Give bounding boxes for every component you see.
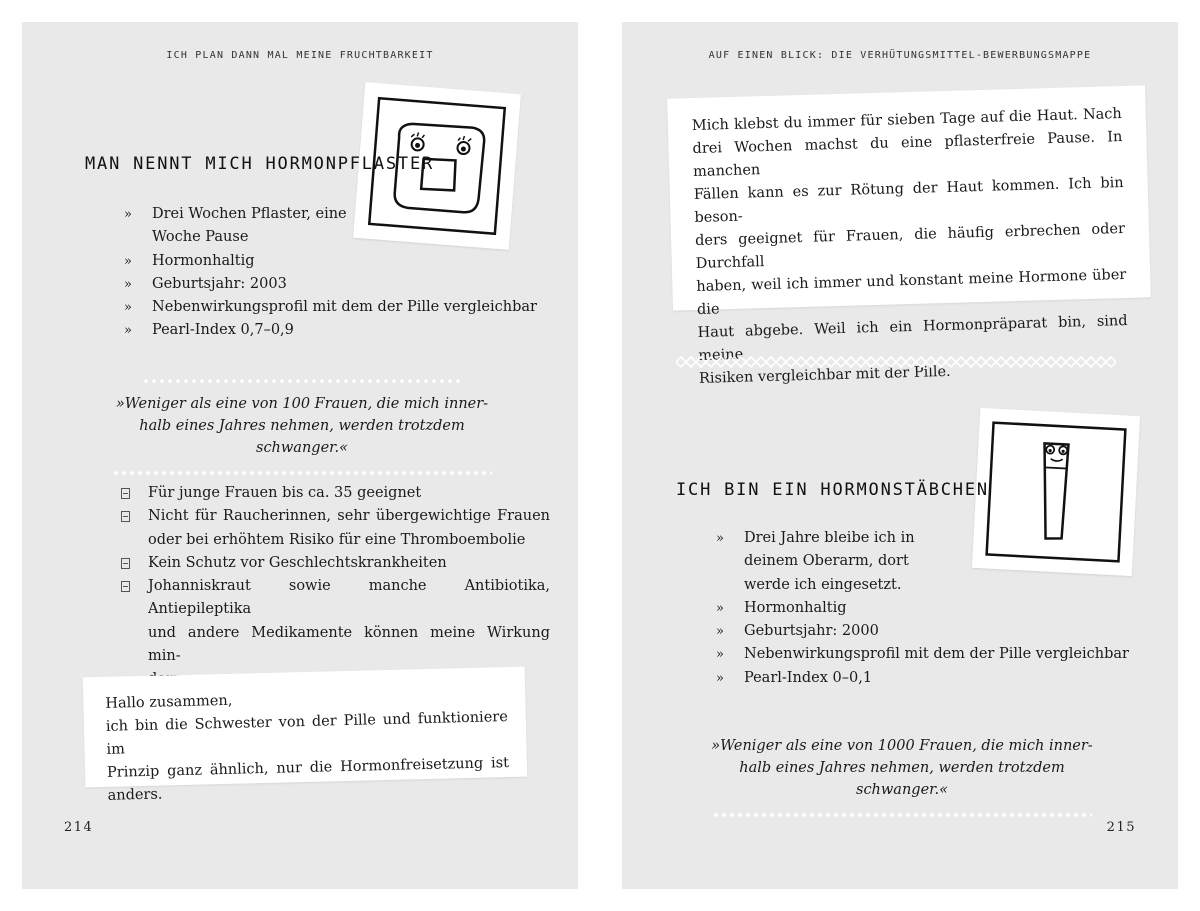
bullet-marker: » xyxy=(716,600,724,616)
note-line: ich bin die Schwester von der Pille und funktioniere im xyxy=(105,709,509,758)
page-number-right: 215 xyxy=(1106,820,1136,835)
list-item xyxy=(716,597,1156,620)
checkbox-square-icon xyxy=(121,511,130,522)
note-line: Mich klebst du immer für sieben Tage auf die Haut. Nach xyxy=(691,106,1122,135)
list-item-line: Für junge Frauen bis ca. 35 geeignet xyxy=(148,485,422,501)
list-item-line: Drei Jahre bleibe ich in xyxy=(744,530,915,546)
list-item-line: Johanniskraut sowie manche Antibiotika, Antiepileptika xyxy=(148,578,550,618)
list-item xyxy=(120,505,550,552)
list-item xyxy=(120,552,550,575)
list-item xyxy=(716,643,1156,666)
quote-line: halb eines Jahres nehmen, werden trotzdem schwanger.« xyxy=(739,760,1065,798)
list-item-line: Woche Pause xyxy=(152,229,249,246)
note-line: Fällen kann es zur Rötung der Haut kommen. Ich bin beson- xyxy=(693,175,1124,226)
note-line: ders geeignet für Frauen, die häufig erbrechen oder Durchfall xyxy=(694,220,1126,272)
note-line: Hallo zusammen, xyxy=(105,692,233,712)
note-line: drei Wochen machst du eine pflasterfreie Pause. In manchen xyxy=(692,129,1123,181)
bullet-marker: » xyxy=(716,670,724,686)
bullet-marker: » xyxy=(124,207,132,222)
bullet-marker: » xyxy=(124,300,132,316)
checkbox-square-icon xyxy=(121,581,130,592)
bullet-marker: » xyxy=(124,253,132,269)
list-item-line: werde ich eingesetzt. xyxy=(744,576,902,593)
list-item xyxy=(716,527,1156,597)
list-item xyxy=(120,482,550,505)
bullet-marker: » xyxy=(124,276,132,292)
bullet-marker: » xyxy=(716,624,724,640)
note-line: Prinzip ganz ähnlich, nur die Hormonfreisetzung ist anders. xyxy=(106,755,510,804)
running-head-right: AUF EINEN BLICK: DIE VERHÜTUNGSMITTEL-BEWERBUNGSMAPPE xyxy=(708,50,1092,61)
list-item xyxy=(716,620,1156,643)
running-head-left: ICH PLAN DANN MAL MEINE FRUCHTBARKEIT xyxy=(166,50,434,61)
list-item-line: Geburtsjahr: 2003 xyxy=(152,275,287,292)
zigzag-divider xyxy=(676,355,1116,369)
list-item-line: Hormonhaltig xyxy=(152,252,255,269)
pearl-index-quote xyxy=(112,379,492,475)
list-item-line: deinem Oberarm, dort xyxy=(744,553,909,570)
list-item xyxy=(124,273,554,296)
right-page xyxy=(622,22,1178,889)
section-title-hormonpflaster: MAN NENNT MICH HORMONPFLASTER xyxy=(85,154,435,174)
list-item-line: Hormonhaltig xyxy=(744,599,847,616)
list-item xyxy=(124,319,554,342)
pearl-index-quote xyxy=(702,727,1102,817)
list-item-line: Kein Schutz vor Geschlechtskrankheiten xyxy=(148,554,447,571)
feature-list xyxy=(716,527,1156,690)
list-item-line: Drei Wochen Pflaster, eine xyxy=(152,206,347,222)
list-item xyxy=(716,667,1156,690)
dotted-rule-bottom xyxy=(112,471,492,475)
list-item xyxy=(124,203,554,250)
bullet-marker: » xyxy=(716,647,724,663)
list-item-line: Nebenwirkungsprofil mit dem der Pille vergleichbar xyxy=(152,299,537,316)
left-page xyxy=(22,22,578,889)
note-line: haben, weil ich immer und konstant meine Hormone über die xyxy=(696,266,1127,318)
page-number-left: 214 xyxy=(64,820,94,835)
quote-text xyxy=(702,727,1102,813)
note-line: Risiken vergleichbar mit der Pille. xyxy=(698,363,951,387)
sticky-note-description xyxy=(667,85,1151,387)
quote-text xyxy=(112,383,492,471)
bullet-marker: » xyxy=(716,531,724,546)
list-item-line: und andere Medikamente können meine Wirkung min- xyxy=(148,624,550,665)
checkbox-square-icon xyxy=(121,558,130,569)
quote-line: »Weniger als eine von 100 Frauen, die mich inner- xyxy=(115,396,489,412)
list-item-line: Geburtsjahr: 2000 xyxy=(744,623,879,640)
list-item xyxy=(124,250,554,273)
sticky-note-hallo xyxy=(83,667,528,804)
list-item-line: oder bei erhöhtem Risiko für eine Thromboembolie xyxy=(148,531,526,548)
suitability-list xyxy=(120,482,550,692)
list-item-line: Pearl-Index 0–0,1 xyxy=(744,669,873,686)
list-item xyxy=(124,296,554,319)
dotted-rule-bottom xyxy=(712,813,1092,817)
checkbox-square-icon xyxy=(121,488,130,499)
note-line: Haut abgebe. Weil ich ein Hormonpräparat bin, sind meine xyxy=(697,312,1128,364)
section-title-hormonstaebchen: ICH BIN EIN HORMONSTÄBCHEN xyxy=(676,480,989,500)
feature-list xyxy=(124,203,554,343)
list-item-line: Pearl-Index 0,7–0,9 xyxy=(152,322,294,339)
list-item-line: Nebenwirkungsprofil mit dem der Pille vergleichbar xyxy=(744,646,1129,663)
quote-line: halb eines Jahres nehmen, werden trotzdem schwanger.« xyxy=(139,418,465,456)
bullet-marker: » xyxy=(124,323,132,339)
list-item-line: Nicht für Raucherinnen, sehr übergewichtige Frauen xyxy=(148,508,550,525)
quote-line: »Weniger als eine von 1000 Frauen, die mich inner- xyxy=(711,738,1093,754)
